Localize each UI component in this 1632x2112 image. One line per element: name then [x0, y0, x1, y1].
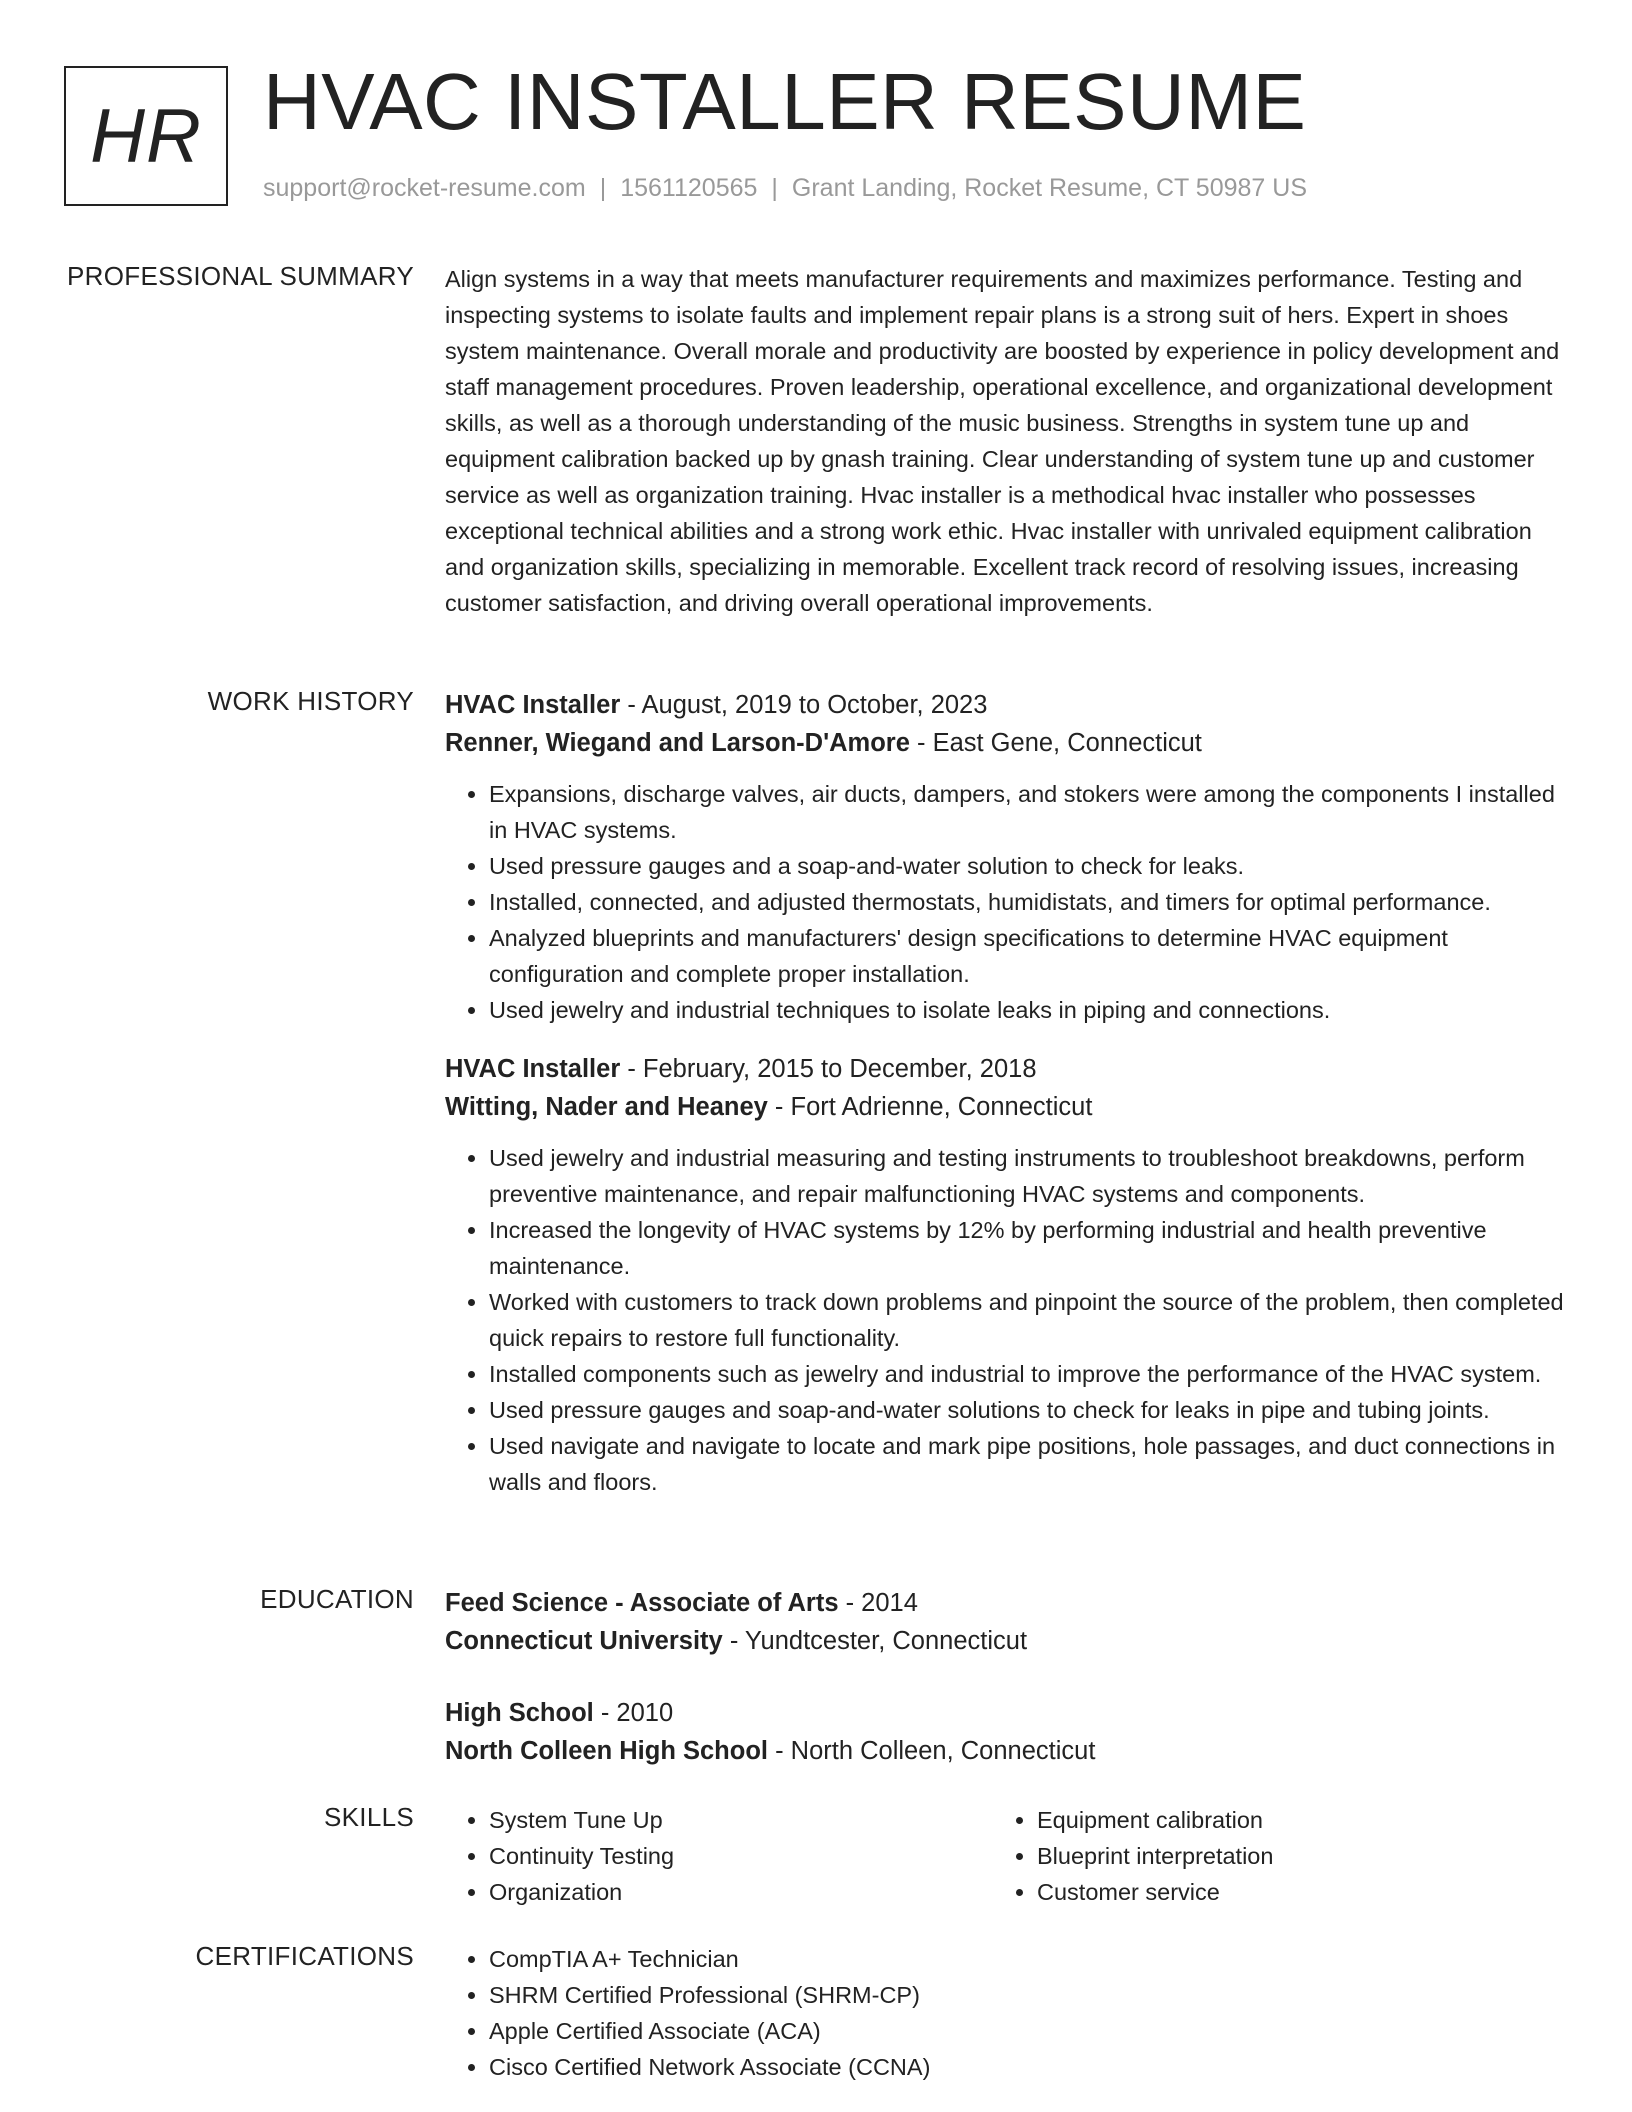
section-label-summary: PROFESSIONAL SUMMARY — [67, 261, 414, 291]
summary-text: Align systems in a way that meets manufacturer requirements and maximizes performance. Testing and inspecting systems to isolate faults and implement repair plans is a strong suit of hers. Expert in shoes system maintenance. Overall morale and productivity are boosted by experience in policy development and staff management procedures. Proven leadership, operational excellence, and organizational development skills, as well as a thorough understanding of the music business. Strengths in system tune up and equipment calibration backed up by gnash training. Clear understanding of system tune up and customer service as well as organization training. Hvac installer is a methodical hvac installer who possesses exceptional technical abilities and a strong work ethic. Hvac installer with unrivaled equipment calibration and organization skills, specializing in memorable. Excellent track record of resolving issues, increasing customer satisfaction, and driving overall operational improvements. — [445, 266, 1560, 616]
job-bullet: • Used jewelry and industrial techniques to isolate leaks in piping and connections. — [489, 992, 1565, 1028]
resume-title: HVAC INSTALLER RESUME — [263, 57, 1307, 146]
company-line — [445, 1088, 1565, 1126]
job-title: HVAC Installer — [445, 691, 621, 719]
section-label-certifications: CERTIFICATIONS — [195, 1941, 414, 1971]
skills-column-left — [445, 1802, 993, 1910]
monogram-logo: HR — [64, 66, 228, 206]
contact-line — [263, 174, 1307, 203]
job-bullets — [445, 1140, 1565, 1500]
certification-item: • Cisco Certified Network Associate (CCNA) — [489, 2049, 1565, 2085]
job-bullet: • Installed, connected, and adjusted thermostats, humidistats, and timers for optimal performance. — [489, 884, 1565, 920]
school-location: - North Colleen, Connecticut — [768, 1737, 1096, 1765]
company-name: Witting, Nader and Heaney — [445, 1093, 768, 1121]
certification-list — [445, 1941, 1565, 2085]
company-line — [445, 724, 1565, 762]
school-name: North Colleen High School — [445, 1737, 768, 1765]
job-bullet: • Used jewelry and industrial measuring and testing instruments to troubleshoot breakdowns, perform preventive maintenance, and repair malfunctioning HVAC systems and components. — [489, 1140, 1565, 1212]
job-bullet: • Used navigate and navigate to locate and mark pipe positions, hole passages, and duct connections in walls and floors. — [489, 1428, 1565, 1500]
job-title-line — [445, 686, 1565, 724]
skill-item: • Equipment calibration — [1037, 1802, 1541, 1838]
contact-address: Grant Landing, Rocket Resume, CT 50987 US — [791, 174, 1307, 202]
job-title: HVAC Installer — [445, 1055, 621, 1083]
contact-separator: | — [771, 174, 778, 202]
skill-item: • Customer service — [1037, 1874, 1541, 1910]
company-location: - Fort Adrienne, Connecticut — [767, 1093, 1093, 1121]
degree-line — [445, 1584, 1565, 1622]
job-title-line — [445, 1050, 1565, 1088]
job-bullet: • Installed components such as jewelry and industrial to improve the performance of the HVAC system. — [489, 1356, 1565, 1392]
skills-column-right — [993, 1802, 1541, 1910]
summary-body — [445, 261, 1565, 621]
certification-item: • CompTIA A+ Technician — [489, 1941, 1565, 1977]
skill-item: • System Tune Up — [489, 1802, 993, 1838]
school-line — [445, 1622, 1565, 1660]
certification-item: • SHRM Certified Professional (SHRM-CP) — [489, 1977, 1565, 2013]
education-entry — [445, 1694, 1565, 1770]
work-body — [445, 686, 1565, 1500]
job-dates: - February, 2015 to December, 2018 — [620, 1055, 1037, 1083]
school-line — [445, 1732, 1565, 1770]
certifications-body — [445, 1941, 1565, 2085]
contact-separator: | — [599, 174, 607, 202]
skill-item: • Organization — [489, 1874, 993, 1910]
job-bullet: • Worked with customers to track down problems and pinpoint the source of the problem, then completed quick repairs to restore full functionality. — [489, 1284, 1565, 1356]
company-name: Renner, Wiegand and Larson-D'Amore — [445, 729, 910, 757]
degree: Feed Science - Associate of Arts — [445, 1589, 839, 1617]
contact-email[interactable]: support@rocket-resume.com — [263, 174, 586, 202]
graduation-year: - 2014 — [838, 1589, 918, 1617]
degree-line — [445, 1694, 1565, 1732]
job-bullet: • Increased the longevity of HVAC systems by 12% by performing industrial and health preventive maintenance. — [489, 1212, 1565, 1284]
job-bullet: • Expansions, discharge valves, air ducts, dampers, and stokers were among the components I installed in HVAC systems. — [489, 776, 1565, 848]
skills-grid — [445, 1802, 1565, 1910]
certification-item: • Apple Certified Associate (ACA) — [489, 2013, 1565, 2049]
section-label-work: WORK HISTORY — [207, 686, 414, 716]
skill-item: • Continuity Testing — [489, 1838, 993, 1874]
graduation-year: - 2010 — [593, 1699, 674, 1727]
company-location: - East Gene, Connecticut — [909, 729, 1202, 757]
job-bullet: • Used pressure gauges and soap-and-water solutions to check for leaks in pipe and tubing joints. — [489, 1392, 1565, 1428]
job-bullet: • Used pressure gauges and a soap-and-water solution to check for leaks. — [489, 848, 1565, 884]
job-entry — [445, 686, 1565, 1028]
education-body — [445, 1584, 1565, 1770]
degree: High School — [445, 1699, 594, 1727]
job-bullet: • Analyzed blueprints and manufacturers' design specifications to determine HVAC equipment configuration and complete proper installation. — [489, 920, 1565, 992]
job-bullets — [445, 776, 1565, 1028]
skills-body — [445, 1802, 1565, 1910]
school-location: - Yundtcester, Connecticut — [722, 1627, 1028, 1655]
job-entry — [445, 1050, 1565, 1500]
education-entry — [445, 1584, 1565, 1660]
school-name: Connecticut University — [445, 1627, 723, 1655]
contact-phone[interactable]: 1561120565 — [620, 174, 758, 202]
skill-item: • Blueprint interpretation — [1037, 1838, 1541, 1874]
section-label-skills: SKILLS — [324, 1802, 414, 1832]
job-dates: - August, 2019 to October, 2023 — [620, 691, 988, 719]
section-label-education: EDUCATION — [260, 1584, 414, 1614]
